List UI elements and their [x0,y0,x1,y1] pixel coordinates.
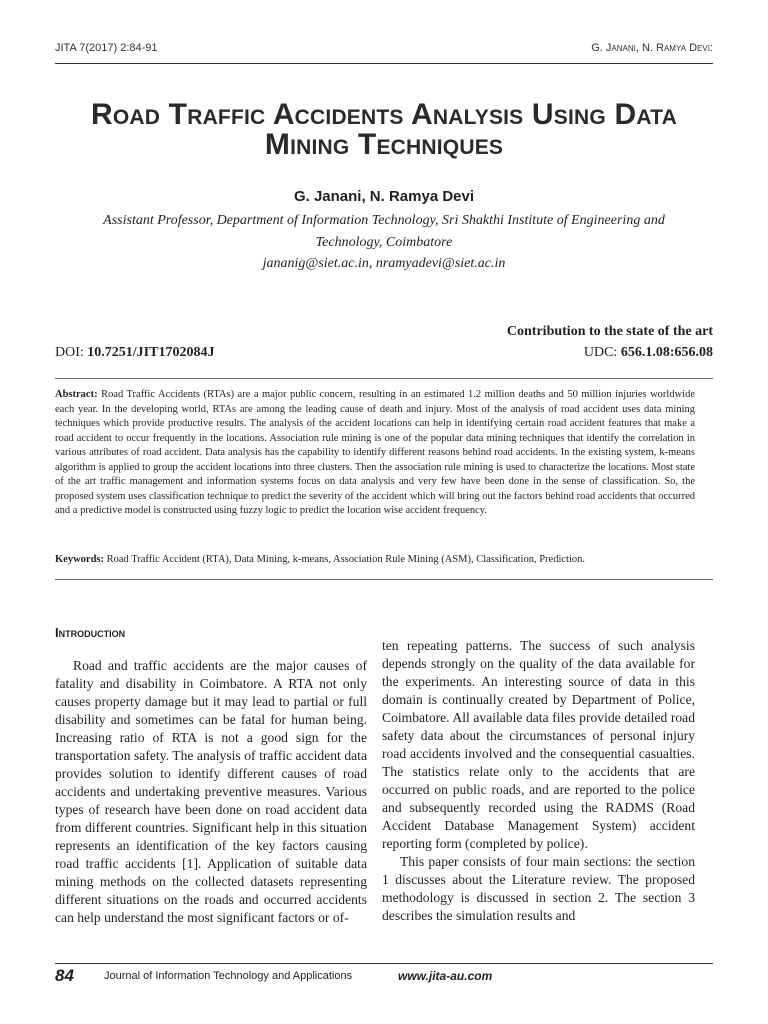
title-line-2: Mining Techniques [264,128,504,161]
doi-label: DOI: [55,345,84,360]
abstract-divider-top [55,378,713,379]
right-column [382,637,695,925]
abstract [55,388,695,519]
contribution-type: Contribution to the state of the art [506,324,713,339]
keywords-label: Keywords: [55,554,104,565]
udc-value: 656.1.08:656.08 [620,345,713,360]
abstract-divider-bottom [55,579,713,580]
doi [55,345,214,361]
journal-reference: JITA 7(2017) 2:84-91 [55,42,158,54]
intro-paragraph-1-continued: ten repeating patterns. The success of such analysis depends strongly on the quality of the data available for the experiments. An interesting source of data in this domain is continually created by Department of Police, Coimbatore. All available data files provide detailed road safety data about the circumstances of personal injury road accidents involved and the consequential casualties. The statistics relate only to the accidents that are occurred on public roads, and are reported to the police and subsequently recorded using the RADMS (Road Accident Database Management System) accident reporting form (completed by police). [382,638,695,851]
affiliation: Assistant Professor, Department of Information Technology, Sri Shakthi Institute of Engineering and Technology, Coimbatore [103,213,665,250]
journal-website-link[interactable]: www.jita-au.com [398,969,493,983]
udc [584,345,713,361]
abstract-label: Abstract: [55,389,98,400]
keywords [55,553,695,567]
author-emails: jananig@siet.ac.in, nramyadevi@siet.ac.in [262,256,506,271]
section-heading: Introduction [55,625,126,640]
left-column [55,657,367,927]
paper-title [55,100,713,160]
keywords-text: Road Traffic Accident (RTA), Data Mining, k-means, Association Rule Mining (ASM), Classification, Prediction. [106,554,585,565]
intro-paragraph-1: Road and traffic accidents are the major causes of fatality and disability in Coimbatore. A RTA not only causes property damage but it may lead to partial or full disability and sometimes can be fatal for human being. Increasing ratio of RTA is not a good sign for the transportation safety. The analysis of traffic accident data provides solution to identify different causes of road accidents and undertaking preventive measures. Various types of research have been done on road accident data from different countries. Significant help in this situation represents an identification of the key factors causing road traffic accidents [1]. Application of suitable data mining methods on the collected datasets representing different situations on the roads and occurred accidents can help understand the most significant factors or of- [55,658,367,925]
title-line-1: Road Traffic Accidents Analysis Using Data [91,98,677,131]
running-authors: G. Janani, N. Ramya Devi: [591,42,713,54]
page-number: 84 [55,966,74,985]
abstract-text: Road Traffic Accidents (RTAs) are a major public concern, resulting in an estimated 1.2 million deaths and 50 million injuries worldwide each year. In the developing world, RTAs are among the leading cause of death and injury. Most of the analysis of road accident uses data mining techniques which provide productive results. The analysis of the accident locations can help in identifying certain road accident features that make a road accident to occur frequently in the locations. Association rule mining is one of the popular data mining techniques that identify the correlation in various attributes of road accident. Data analysis has the capability to identify different reasons behind road accidents. In the existing system, k-means algorithm is applied to group the accident locations into three clusters. Then the association rule mining is used to characterize the locations. Most state of the art traffic management and information systems focus on data analysis and very few have been done in the sense of classification. So, the proposed system uses classification technique to predict the severity of the accident which will bring out the factors behind road accidents that occurred and a predictive model is constructed using fuzzy logic to predict the location wise accident frequency. [55,389,695,516]
authors: G. Janani, N. Ramya Devi [293,188,475,205]
journal-name: Journal of Information Technology and Applications [104,970,353,982]
footer-divider [55,963,713,964]
header-divider [55,63,713,64]
udc-label: UDC: [583,345,618,360]
intro-paragraph-2: This paper consists of four main sections: the section 1 discusses about the Literature review. The proposed methodology is discussed in section 2. The section 3 describes the simulation results and [382,854,695,923]
doi-value: 10.7251/JIT1702084J [87,345,215,360]
